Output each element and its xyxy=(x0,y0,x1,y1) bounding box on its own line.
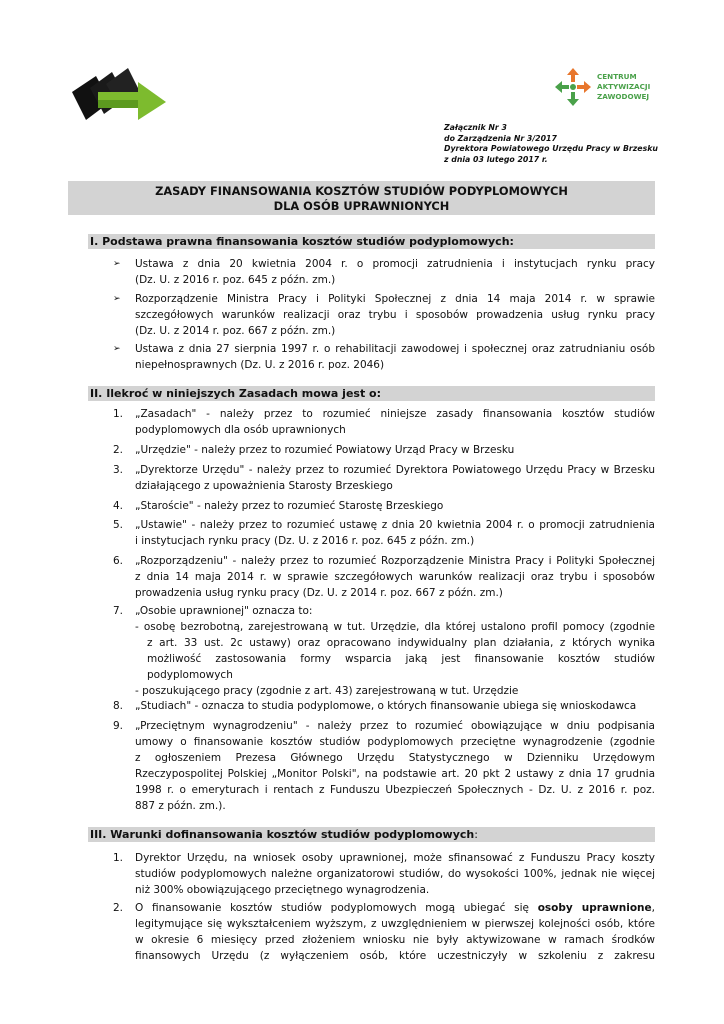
cross-arrows-icon xyxy=(555,68,591,106)
list-item: Ustawa z dnia 27 sierpnia 1997 r. o rehabilitacji zawodowej i społecznej oraz zatrudnianiu osób niepełnosprawnych (Dz. U. z 2016 r. poz. 2046) xyxy=(135,343,655,371)
section-2-heading: II. Ilekroć w niniejszych Zasadach mowa jest o: xyxy=(88,386,655,401)
logo-text-line-3: ZAWODOWEJ xyxy=(597,92,650,101)
title-line-1: ZASADY FINANSOWANIA KOSZTÓW STUDIÓW PODYPLOMOWYCH xyxy=(155,184,568,198)
bullet-arrow-icon: ➢ xyxy=(113,294,121,304)
bullet-arrow-icon: ➢ xyxy=(113,344,121,354)
section-3-heading: III. Warunki dofinansowania kosztów studiów podyplomowych: xyxy=(88,827,655,842)
list-item: „Rozporządzeniu" - należy przez to rozumieć Rozporządzenie Ministra Pracy i Polityki Społecznej z dnia 14 maja 2014 r. w sprawie szczegółowych warunków realizacji oraz trybu i sposobów prowadzenia usług rynku pracy (Dz. U. z 2014 r. poz. 667 z późn. zm.) xyxy=(135,555,655,599)
item-number: 2. xyxy=(113,444,124,456)
annex-line-3: Dyrektora Powiatowego Urzędu Pracy w Brzesku xyxy=(444,144,658,153)
list-item: „Studiach" - oznacza to studia podyplomowe, o których finansowanie ubiega się wnioskodawca xyxy=(135,700,637,712)
list-item: „Zasadach" - należy przez to rozumieć niniejsze zasady finansowania kosztów studiów podyplomowych dla osób uprawnionych xyxy=(135,408,655,436)
annex-info xyxy=(444,123,658,165)
document-title xyxy=(68,181,655,215)
list-item: „Ustawie" - należy przez to rozumieć ustawę z dnia 20 kwietnia 2004 r. o promocji zatrudnienia i instytucjach rynku pracy (Dz. U. z 2016 r. poz. 645 z późn. zm.) xyxy=(135,519,655,547)
arrow-folders-logo xyxy=(68,62,168,124)
bullet-arrow-icon: ➢ xyxy=(113,259,121,269)
centrum-aktywizacji-logo xyxy=(555,66,665,110)
item-number: 2. xyxy=(113,902,124,914)
item-number: 1. xyxy=(113,408,124,420)
item-number: 5. xyxy=(113,519,124,531)
list-item: Dyrektor Urzędu, na wniosek osoby uprawnionej, może sfinansować z Funduszu Pracy koszty studiów podyplomowych należne organizatorowi studiów, do wysokości 100%, jednak nie więcej niż 300% obowiązującego przeciętnego wynagrodzenia. xyxy=(135,852,655,896)
logo-text-line-1: CENTRUM xyxy=(597,72,637,81)
item-number: 9. xyxy=(113,720,124,732)
title-line-2: DLA OSÓB UPRAWNIONYCH xyxy=(273,199,450,213)
item-number: 7. xyxy=(113,605,124,617)
list-item: „Przeciętnym wynagrodzeniu" - należy przez to rozumieć obowiązujące w dniu podpisania umowy o finansowanie kosztów studiów podyplomowych przeciętne wynagrodzenie (zgodnie z ogłoszeniem Prezesa Głównego Urzędu Statystycznego w Dzienniku Urzędowym Rzeczypospolitej Polskiej „Monitor Polski", na podstawie art. 20 pkt 2 ustawy z dnia 17 grudnia 1998 r. o emeryturach i rentach z Funduszu Ubezpieczeń Społecznych - Dz. U. z 2016 r. poz. 887 z późn. zm.). xyxy=(135,720,655,812)
list-item: „Staroście" - należy przez to rozumieć Starostę Brzeskiego xyxy=(135,500,444,512)
annex-line-1: Załącznik Nr 3 xyxy=(444,123,507,132)
item-number: 6. xyxy=(113,555,124,567)
list-item: „Urzędzie" - należy przez to rozumieć Powiatowy Urząd Pracy w Brzesku xyxy=(135,444,515,456)
list-item: „Dyrektorze Urzędu" - należy przez to rozumieć Dyrektora Powiatowego Urzędu Pracy w Brzesku działającego z upoważnienia Starosty Brzeskiego xyxy=(135,464,655,492)
annex-line-2: do Zarządzenia Nr 3/2017 xyxy=(444,133,557,143)
item-number: 4. xyxy=(113,500,124,512)
item-number: 3. xyxy=(113,464,124,476)
list-item: Rozporządzenie Ministra Pracy i Polityki Społecznej z dnia 14 maja 2014 r. w sprawie szczegółowych warunków realizacji oraz trybu i sposobów prowadzenia usług rynku pracy (Dz. U. z 2014 r. poz. 667 z późn. zm.) xyxy=(135,293,655,337)
section-1-heading: I. Podstawa prawna finansowania kosztów studiów podyplomowych: xyxy=(88,234,655,249)
item-number: 1. xyxy=(113,852,124,864)
list-item: „Osobie uprawnionej" oznacza to: - osobę bezrobotną, zarejestrowaną w tut. Urzędzie, dla której ustalono profil pomocy (zgodnie z art. 33 ust. 2c ustawy) oraz opracowano indywidualny plan działania, z których wynika możliwość zastosowania formy wsparcia jaką jest finansowanie kosztów studiów podyplomowych - poszukującego pracy (zgodnie z art. 43) zarejestrowaną w tut. Urzędzie xyxy=(135,605,655,697)
logo-text-line-2: AKTYWIZACJI xyxy=(597,82,651,91)
item-number: 8. xyxy=(113,700,124,712)
list-item: Ustawa z dnia 20 kwietnia 2004 r. o promocji zatrudnienia i instytucjach rynku pracy (Dz. U. z 2016 r. poz. 645 z późn. zm.) xyxy=(135,258,655,286)
annex-line-4: z dnia 03 lutego 2017 r. xyxy=(444,154,548,164)
list-item: O finansowanie kosztów studiów podyplomowych mogą ubiegać się osoby uprawnione, legitymujące się wykształceniem wyższym, z uwzględnieniem w pierwszej kolejności osób, które w okresie 6 miesięcy przed złożeniem wniosku nie były aktywizowane w ramach środków finansowych Urzędu (z wyłączeniem osób, które uczestniczyły w szkoleniu z zakresu xyxy=(135,902,655,962)
